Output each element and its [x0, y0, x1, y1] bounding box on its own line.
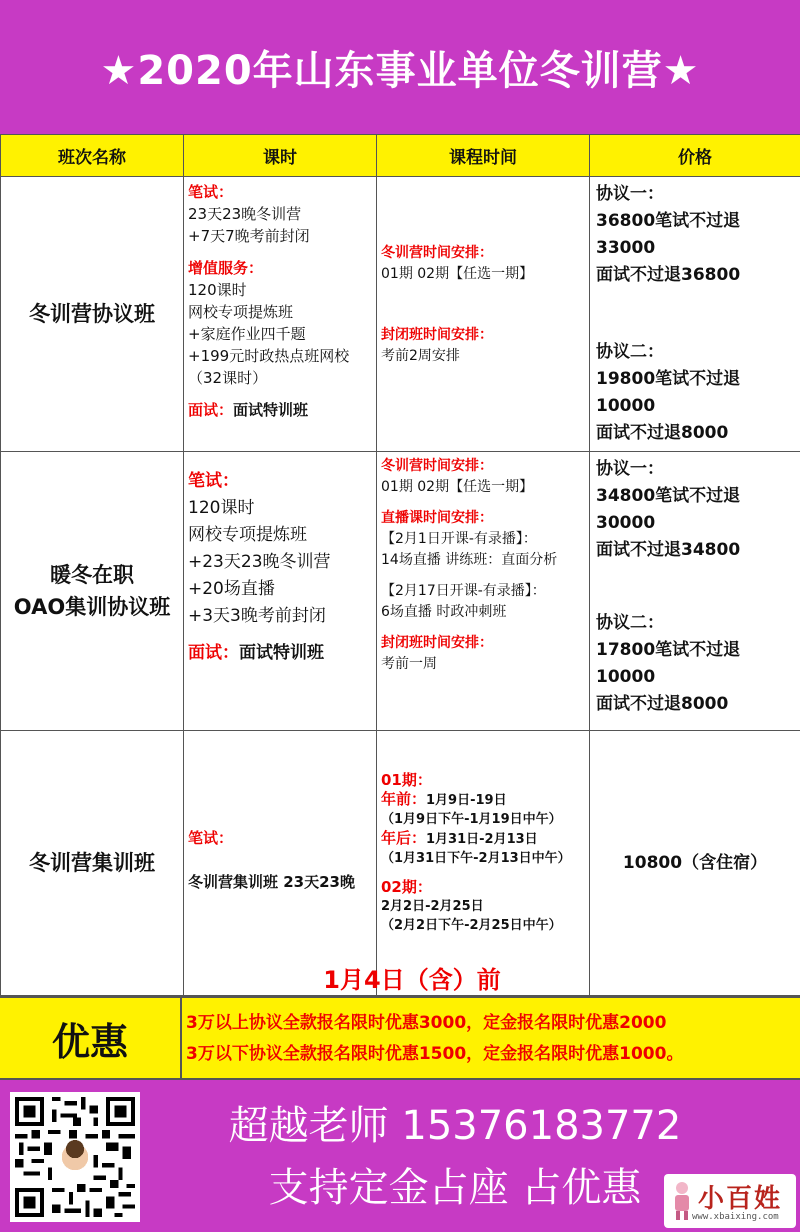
hours-line: 冬训营集训班 23天23晚 — [188, 873, 355, 891]
price-line: 10000 — [596, 667, 656, 687]
written-label: 笔试： — [188, 829, 234, 847]
course-table — [0, 134, 800, 996]
price-line: 33000 — [596, 238, 656, 258]
schedule-note: （1月9日下午-1月19日中午） — [381, 812, 562, 827]
hours-line: +23天23晚冬训营 — [188, 552, 331, 572]
live-schedule-line: 14场直播 讲练班：直面分析 — [381, 552, 558, 568]
price-line: 面试不过退34800 — [596, 540, 741, 560]
price-line: 19800笔试不过退 — [596, 369, 741, 389]
hours-cell — [184, 452, 377, 731]
column-header-name: 班次名称 — [1, 135, 184, 177]
hours-line: +199元时政热点班网校 — [188, 347, 350, 365]
column-header-schedule: 课程时间 — [377, 135, 590, 177]
schedule-cell — [377, 731, 590, 996]
price-cell — [590, 731, 800, 996]
plan-one-label: 协议一： — [596, 184, 664, 204]
class-name-line: OAO集训协议班 — [13, 595, 171, 619]
added-service-label: 增值服务： — [188, 259, 264, 277]
session-two-label: 02期： — [381, 878, 432, 896]
live-schedule-line: 【2月1日开课-有录播】： — [381, 531, 537, 547]
promotion-section — [0, 996, 800, 1080]
interview-label: 面试： — [188, 401, 234, 419]
price-line: 30000 — [596, 513, 656, 533]
schedule-text: 1月9日-19日 — [426, 793, 507, 808]
plan-one-label: 协议一： — [596, 459, 664, 479]
class-name-line: 暖冬在职 — [50, 563, 134, 587]
schedule-note: （2月2日下午-2月25日中午） — [381, 918, 562, 933]
slogan-line: 支持定金占座 占优惠 — [268, 1165, 642, 1211]
hours-line: +3天3晚考前封闭 — [188, 606, 326, 626]
logo-figure-icon — [670, 1180, 694, 1222]
promotion-line: 3万以下协议全款报名限时优惠1500，定金报名限时优惠1000。 — [186, 1044, 684, 1064]
price-cell — [590, 452, 800, 731]
schedule-cell — [377, 177, 590, 452]
table-row — [1, 731, 800, 996]
after-new-year-label: 年后： — [381, 829, 427, 847]
live-schedule-line: 【2月17日开课-有录播】： — [381, 583, 546, 599]
price-line: 36800笔试不过退 — [596, 211, 741, 231]
interview-text: 面试特训班 — [233, 401, 309, 419]
winter-schedule-text: 01期 02期【任选一期】 — [381, 479, 534, 495]
hours-line: +家庭作业四千题 — [188, 325, 306, 343]
price-cell — [590, 177, 800, 452]
table-header-row — [1, 135, 800, 177]
price-line: 面试不过退8000 — [596, 694, 729, 714]
price-line: 面试不过退36800 — [596, 265, 741, 285]
logo-url: www.xbaixing.com — [692, 1212, 779, 1222]
closed-schedule-text: 考前一周 — [381, 656, 437, 672]
winter-schedule-label: 冬训营时间安排： — [381, 458, 493, 474]
schedule-text: 1月31日-2月13日 — [426, 832, 538, 847]
plan-two-label: 协议二： — [596, 613, 664, 633]
column-header-price: 价格 — [590, 135, 800, 177]
interview-text: 面试特训班 — [239, 643, 324, 663]
site-logo — [664, 1174, 796, 1228]
closed-schedule-label: 封闭班时间安排： — [381, 327, 493, 343]
deadline-text: 1月4日（含）前 — [323, 966, 501, 994]
class-name: 冬训营协议班 — [1, 177, 184, 452]
price-line: 34800笔试不过退 — [596, 486, 741, 506]
schedule-text: 2月2日-2月25日 — [381, 899, 484, 914]
price-line: 10800（含住宿） — [622, 852, 768, 873]
interview-label: 面试： — [188, 643, 239, 663]
before-new-year-label: 年前： — [381, 790, 427, 808]
hours-cell — [184, 731, 377, 996]
hours-line: 网校专项提炼班 — [188, 303, 294, 321]
winter-schedule-label: 冬训营时间安排： — [381, 245, 493, 261]
session-one-label: 01期： — [381, 771, 432, 789]
price-line: 面试不过退8000 — [596, 423, 729, 443]
closed-schedule-label: 封闭班时间安排： — [381, 635, 493, 651]
hours-line: （32课时） — [188, 369, 268, 387]
closed-schedule-text: 考前2周安排 — [381, 348, 460, 364]
table-row — [1, 177, 800, 452]
hours-line: 120课时 — [188, 281, 247, 299]
promotion-label: 优惠 — [0, 998, 182, 1078]
written-label: 笔试： — [188, 471, 239, 491]
table-row — [1, 452, 800, 731]
contact-line: 超越老师 15376183772 — [228, 1103, 682, 1149]
hours-line: 23天23晚冬训营 — [188, 205, 302, 223]
hours-line: 网校专项提炼班 — [188, 525, 307, 545]
live-schedule-line: 6场直播 时政冲刺班 — [381, 604, 507, 620]
logo-text: 小百姓 — [698, 1184, 783, 1214]
footer — [0, 1080, 800, 1232]
schedule-note: （1月31日下午-2月13日中午） — [381, 851, 571, 866]
hours-line: +7天7晚考前封闭 — [188, 227, 310, 245]
qr-code-icon — [10, 1092, 140, 1222]
hours-line: +20场直播 — [188, 579, 275, 599]
column-header-hours: 课时 — [184, 135, 377, 177]
schedule-cell — [377, 452, 590, 731]
winter-schedule-text: 01期 02期【任选一期】 — [381, 266, 534, 282]
price-line: 17800笔试不过退 — [596, 640, 741, 660]
class-name: 冬训营集训班 — [1, 731, 184, 996]
hours-cell — [184, 177, 377, 452]
live-schedule-label: 直播课时间安排： — [381, 510, 493, 526]
page-title: ★2020年山东事业单位冬训营★ — [0, 0, 800, 134]
hours-line: 120课时 — [188, 498, 255, 518]
promotion-line: 3万以上协议全款报名限时优惠3000，定金报名限时优惠2000 — [186, 1013, 667, 1033]
written-label: 笔试： — [188, 183, 234, 201]
price-line: 10000 — [596, 396, 656, 416]
class-name — [1, 452, 184, 731]
plan-two-label: 协议二： — [596, 342, 664, 362]
